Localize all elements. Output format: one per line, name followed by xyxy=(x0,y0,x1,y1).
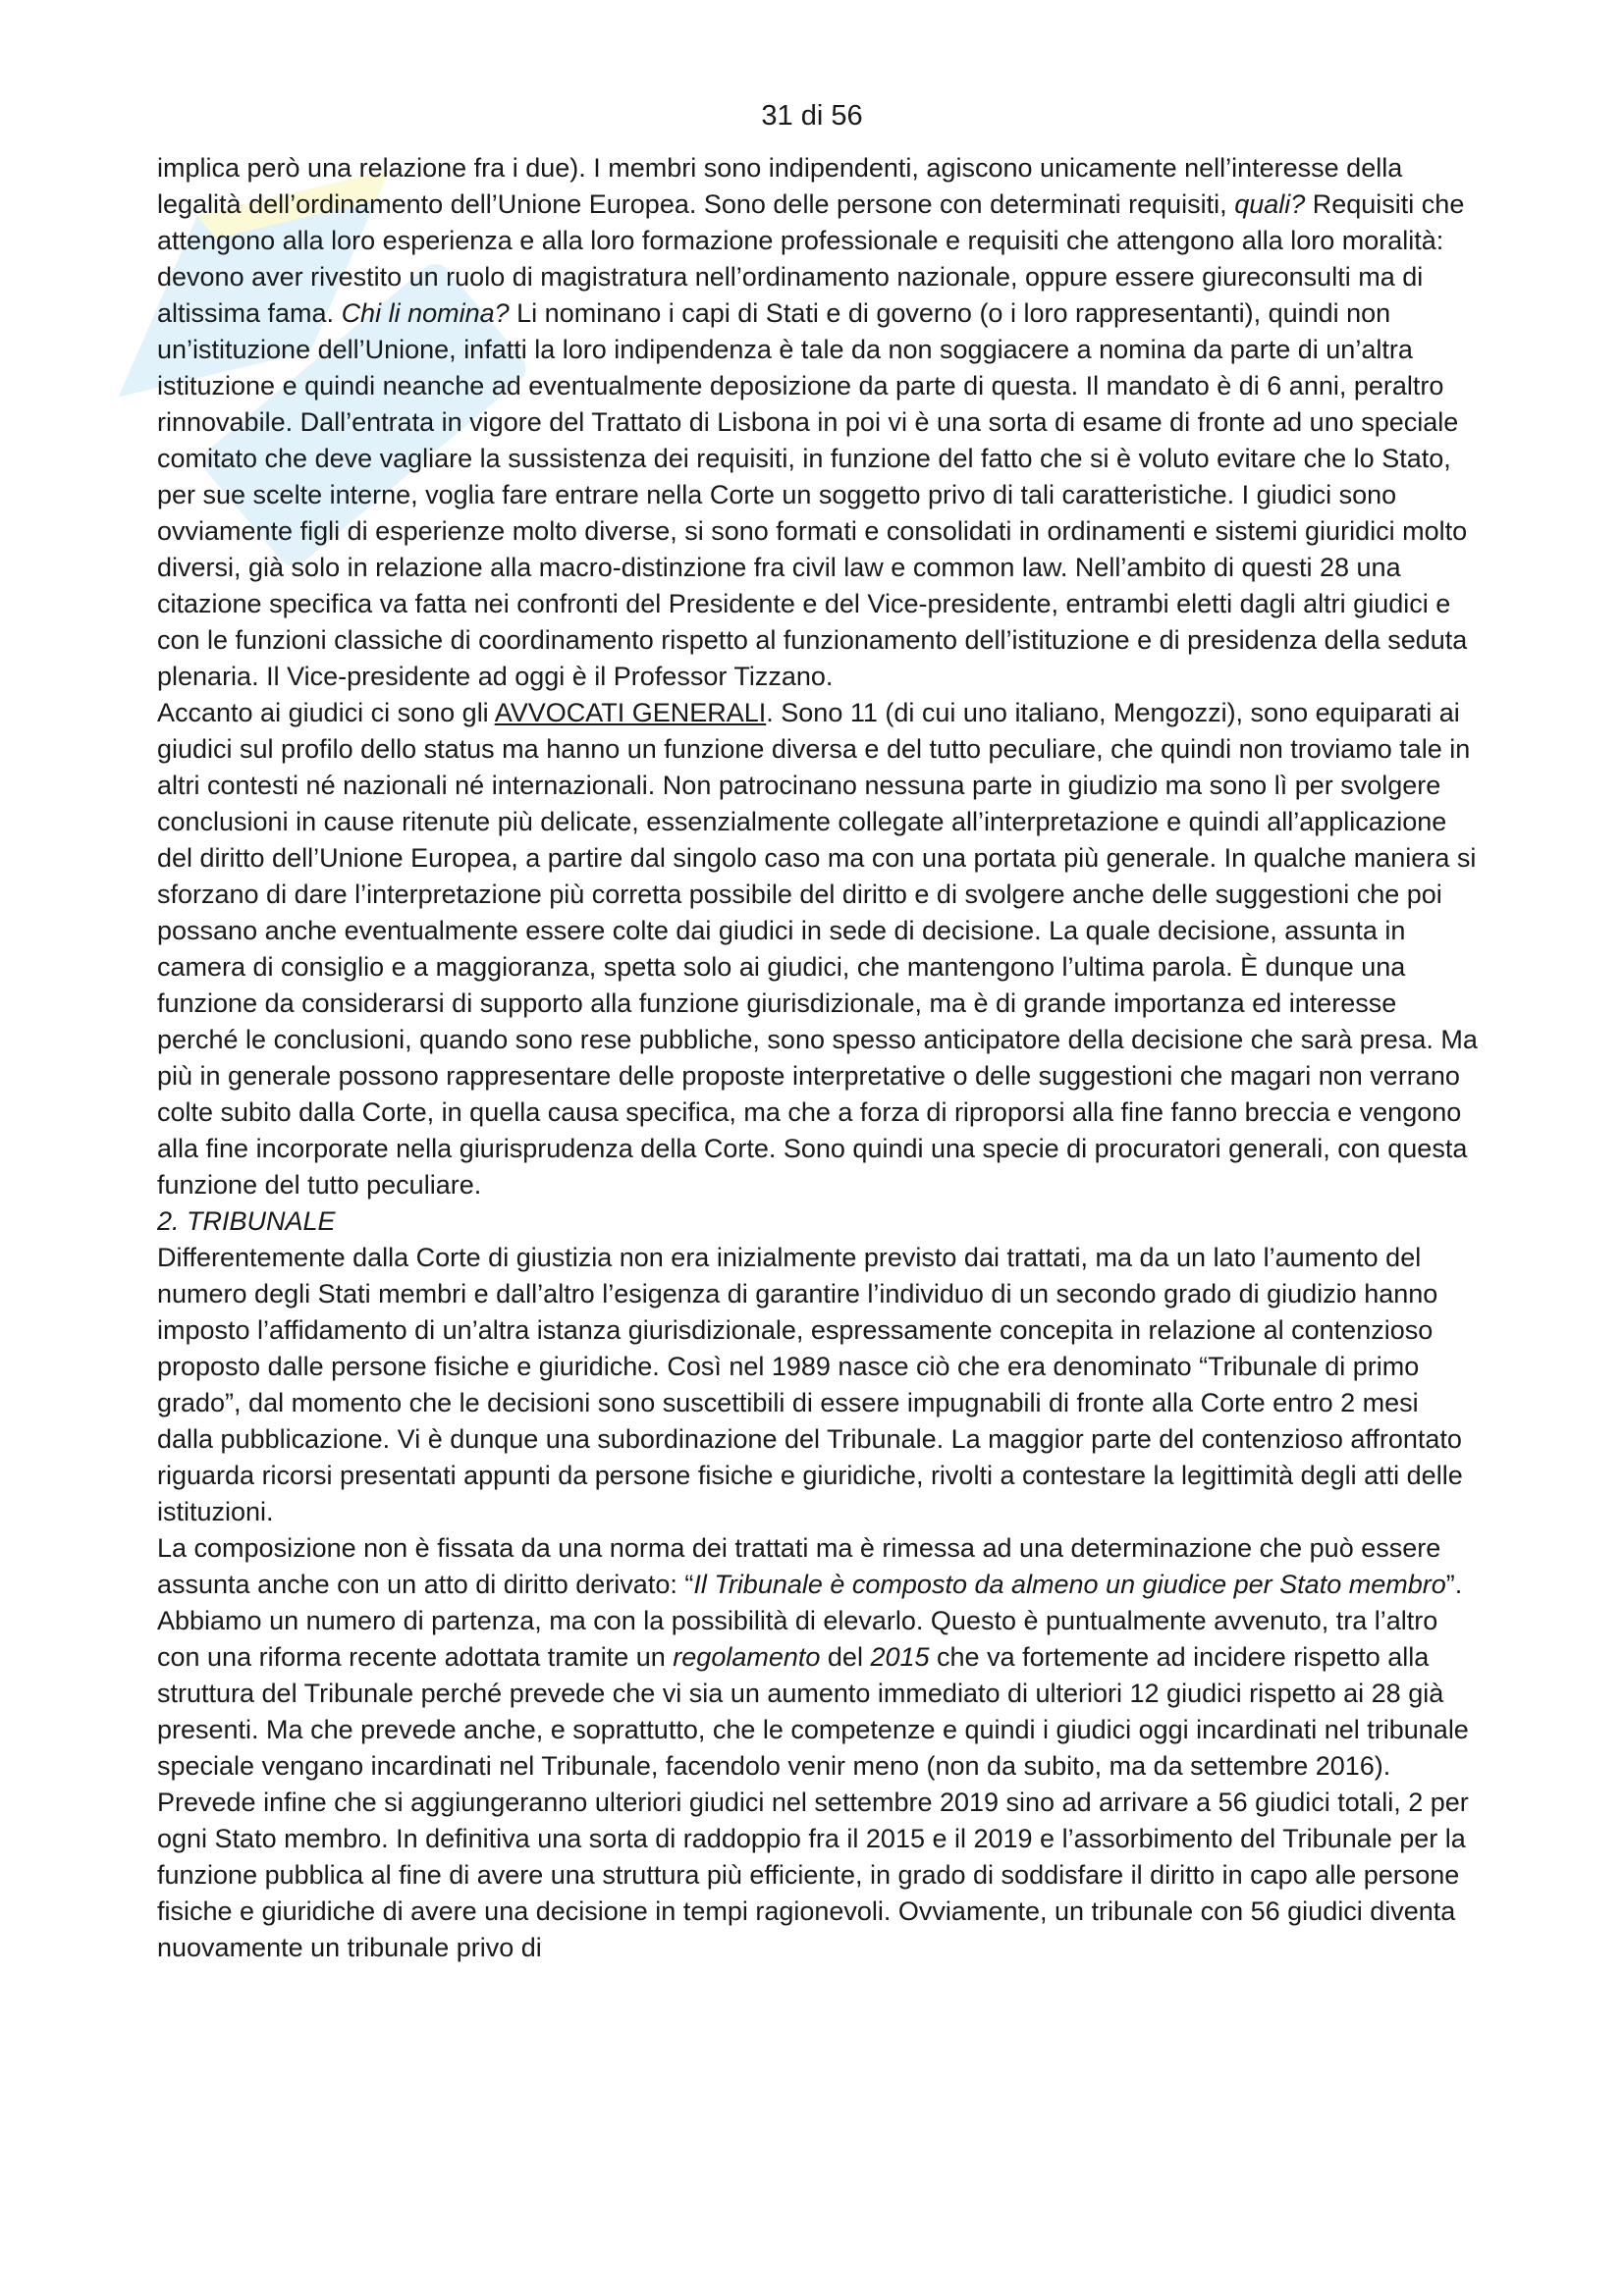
paragraph-tribunal-origin: Differentemente dalla Corte di giustizia non era inizialmente previsto dai trattati, ma da un lato l’aumento del numero degli Stati membri e dall’altro l’esigenza di garantire l’individuo di un secondo grado di giudizio hanno imposto l’affidamento di un’altra istanza giurisdizionale, espressamente concepita in relazione al contenzioso proposto dalle persone fisiche e giuridiche. Così nel 1989 nasce ciò che era denominato “Tribunale di primo grado”, dal momento che le decisioni sono suscettibili di essere impugnabili di fronte alla Corte entro 2 mesi dalla pubblicazione. Vi è dunque una subordinazione del Tribunale. La maggior parte del contenzioso affrontato riguarda ricorsi presentati appunti da persone fisiche e giuridiche, rivolti a contestare la legittimità degli atti delle istituzioni. xyxy=(157,1243,1463,1526)
paragraph-advocates-general: Accanto ai giudici ci sono gli AVVOCATI GENERALI. Sono 11 (di cui uno italiano, Mengozzi), sono equiparati ai giudici sul profilo dello status ma hanno un funzione diversa e del tutto peculiare, che quindi non troviamo tale in altri contesti né nazionali né internazionali. Non patrocinano nessuna parte in giudizio ma sono lì per svolgere conclusioni in cause ritenute più delicate, essenzialmente collegate all’interpretazione e quindi all’applicazione del diritto dell’Unione Europea, a partire dal singolo caso ma con una portata più generale. In qualche maniera si sforzano di dare l’interpretazione più corretta possibile del diritto e di svolgere anche delle suggestioni che poi possano anche eventualmente essere colte dai giudici in sede di decisione. La quale decisione, assunta in camera di consiglio e a maggioranza, spetta solo ai giudici, che mantengono l’ultima parola. È dunque una funzione da considerarsi di supporto alla funzione giurisdizionale, ma è di grande importanza ed interesse perché le conclusioni, quando sono rese pubbliche, sono spesso anticipatore della decisione che sarà presa. Ma più in generale possono rappresentare delle proposte interpretative o delle suggestioni che magari non verrano colte subito dalla Corte, in quella causa specifica, ma che a forza di riproporsi alla fine fanno breccia e vengono alla fine incorporate nella giurisprudenza della Corte. Sono quindi una specie di procuratori generali, con questa funzione del tutto peculiare. xyxy=(157,698,1478,1200)
section-heading: 2. TRIBUNALE xyxy=(157,1206,336,1236)
term-avvocati-generali: AVVOCATI GENERALI xyxy=(494,698,767,727)
paragraph-judges: implica però una relazione fra i due). I membri sono indipendenti, agiscono unicamente nell’interesse della legalità dell’ordinamento dell’Unione Europea. Sono delle persone con determinati requisiti, quali? Requisiti che attengono alla loro esperienza e alla loro formazione professionale e requisiti che attengono alla loro moralità: devono aver rivestito un ruolo di magistratura nell’ordinamento nazionale, oppure essere giureconsulti ma di altissima fama. Chi li nomina? Li nominano i capi di Stati e di governo (o i loro rappresentanti), quindi non un’istituzione dell’Unione, infatti la loro indipendenza è tale da non soggiacere a nomina da parte di un’altra istituzione e quindi neanche ad eventualmente deposizione da parte di questa. Il mandato è di 6 anni, peraltro rinnovabile. Dall’entrata in vigore del Trattato di Lisbona in poi vi è una sorta di esame di fronte ad uno speciale comitato che deve vagliare la sussistenza dei requisiti, in funzione del fatto che si è voluto evitare che lo Stato, per sue scelte interne, voglia fare entrare nella Corte un soggetto privo di tali caratteristiche. I giudici sono ovviamente figli di esperienze molto diverse, si sono formati e consolidati in ordinamenti e sistemi giuridici molto diversi, già solo in relazione alla macro-distinzione fra civil law e common law. Nell’ambito di questi 28 una citazione specifica va fatta nei confronti del Presidente e del Vice-presidente, entrambi eletti dagli altri giudici e con le funzioni classiche di coordinamento rispetto al funzionamento dell’istituzione e di presidenza della seduta plenaria. Il Vice-presidente ad oggi è il Professor Tizzano. xyxy=(157,153,1468,691)
page-number: 31 di 56 xyxy=(761,100,863,132)
paragraph-tribunal-composition: La composizione non è fissata da una norma dei trattati ma è rimessa ad una determinazione che può essere assunta anche con un atto di diritto derivato: “Il Tribunale è composto da almeno un giudice per Stato membro”. Abbiamo un numero di partenza, ma con la possibilità di elevarlo. Questo è puntualmente avvenuto, tra l’altro con una riforma recente adottata tramite un regolamento del 2015 che va fortemente ad incidere rispetto alla struttura del Tribunale perché prevede che vi sia un aumento immediato di ulteriori 12 giudici rispetto ai 28 già presenti. Ma che prevede anche, e soprattutto, che le competenze e quindi i giudici oggi incardinati nel tribunale speciale vengano incardinati nel Tribunale, facendolo venir meno (non da subito, ma da settembre 2016). Prevede infine che si aggiungeranno ulteriori giudici nel settembre 2019 sino ad arrivare a 56 giudici totali, 2 per ogni Stato membro. In definitiva una sorta di raddoppio fra il 2015 e il 2019 e l’assorbimento del Tribunale per la funzione pubblica al fine di avere una struttura più efficiente, in grado di soddisfare il diritto in capo alle persone fisiche e giuridiche di avere una decisione in tempi ragionevoli. Ovviamente, un tribunale con 56 giudici diventa nuovamente un tribunale privo di xyxy=(157,1533,1469,1962)
document-body xyxy=(157,150,1478,1966)
